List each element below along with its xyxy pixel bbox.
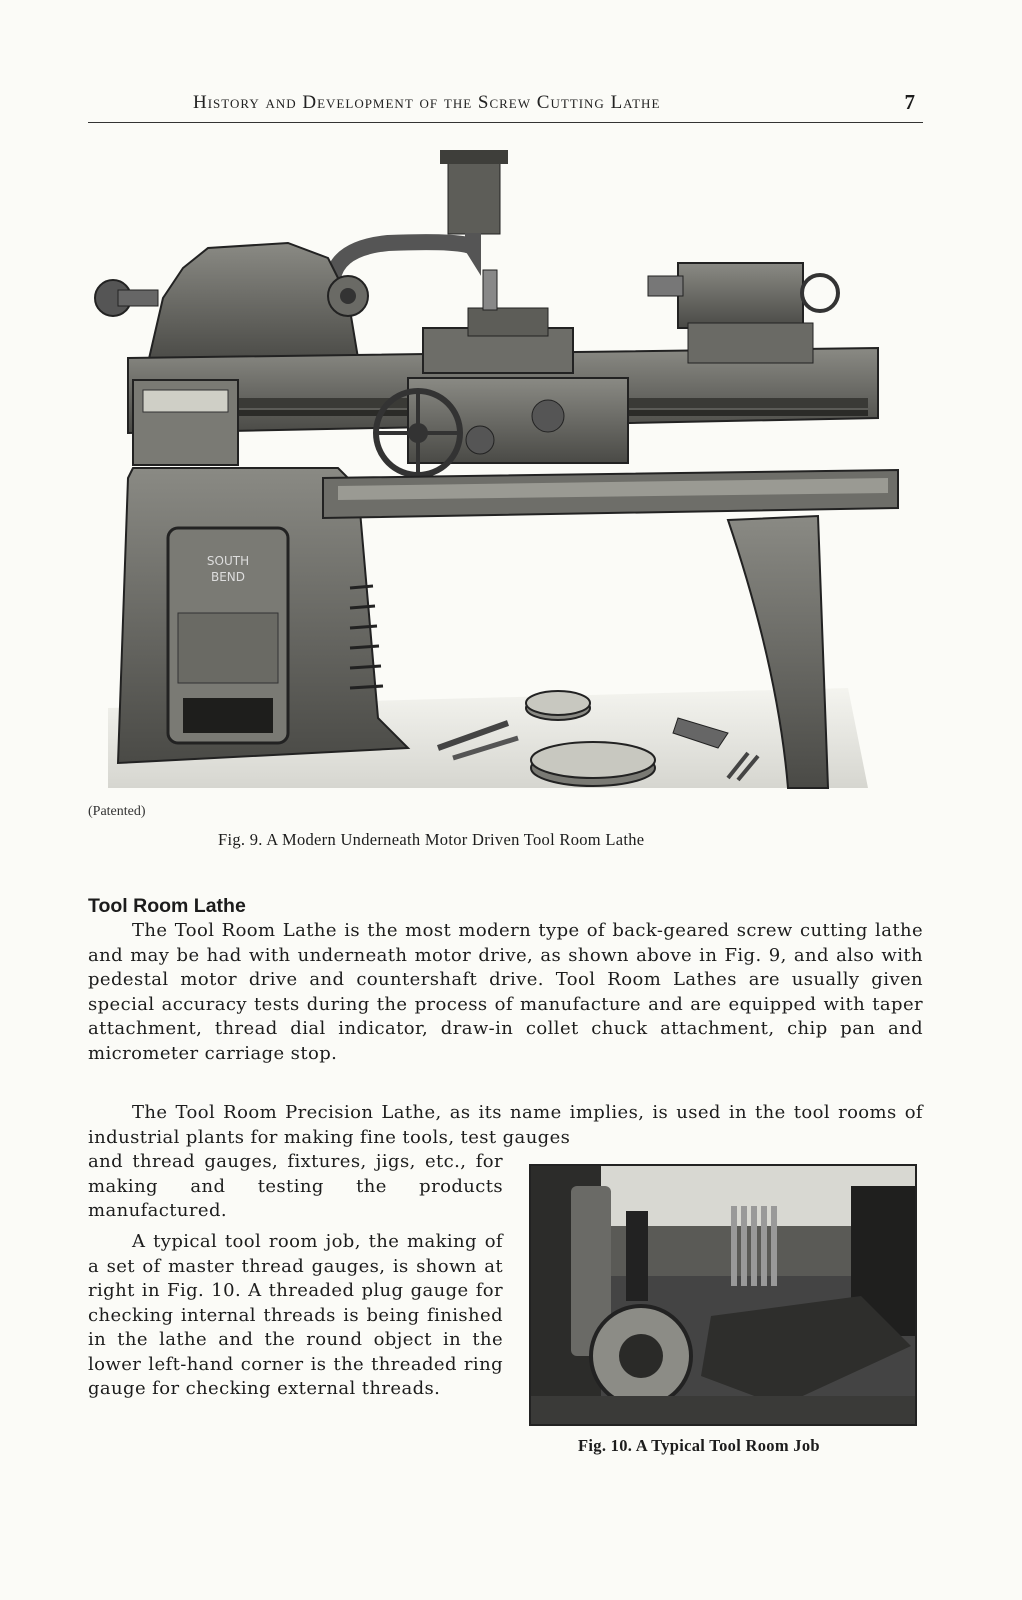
running-header — [88, 90, 923, 123]
running-title: History and Development of the Screw Cutting Lathe — [193, 92, 661, 113]
svg-text:BEND: BEND — [210, 570, 246, 584]
figure-9-caption: Fig. 9. A Modern Underneath Motor Driven Tool Room Lathe — [218, 830, 645, 849]
lathe-illustration — [88, 148, 933, 808]
paragraph-1: The Tool Room Lathe is the most modern type of back-geared screw cutting lathe and may be had with underneath motor drive, as shown above in Fig. 9, and also with pedestal motor drive and countershaft drive. Tool Room Lathes are usually given special accuracy tests during the process of manufacture and are equipped with taper attachment, thread dial indicator, draw-in collet chuck attachment, chip pan and micrometer carriage stop. — [88, 920, 923, 1064]
section-heading: Tool Room Lathe — [88, 895, 246, 917]
paragraph-3: A typical tool room job, the making of a set of master thread gauges, is shown at right in Fig. 10. A threaded plug gauge for checking internal threads is being finished in the lathe and the round object in the lower left-hand corner is the threaded ring gauge for checking external threads. — [88, 1231, 503, 1399]
paragraph-2-full-width: The Tool Room Precision Lathe, as its name implies, is used in the tool rooms of industrial plants for making fine tools, test gauges — [88, 1102, 923, 1148]
page-number: 7 — [904, 90, 915, 114]
south-bend-emblem: SOUTH — [206, 554, 250, 568]
paragraph-2-continued: and thread gauges, fixtures, jigs, etc., for making and testing the products manufactured. — [88, 1151, 503, 1221]
tool-room-job-photo — [529, 1164, 917, 1426]
patented-note: (Patented) — [88, 804, 146, 819]
figure-10-caption: Fig. 10. A Typical Tool Room Job — [578, 1436, 820, 1455]
